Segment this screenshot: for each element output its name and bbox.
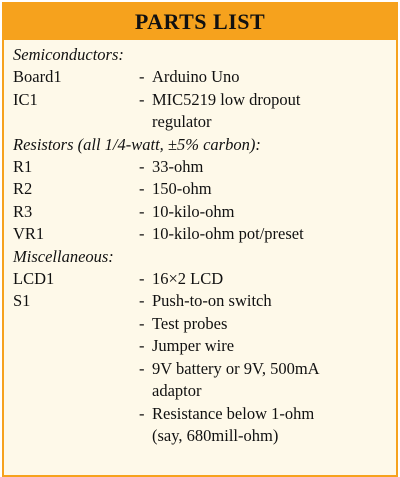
part-ref: R2 — [13, 179, 33, 199]
part-row — [13, 268, 396, 290]
part-ref — [13, 111, 139, 133]
part-ref: IC1 — [13, 89, 38, 109]
part-description: 150-ohm — [152, 179, 212, 199]
part-row — [13, 313, 396, 335]
part-row — [13, 89, 396, 111]
part-description: 9V battery or 9V, 500mA — [152, 358, 320, 378]
dash-separator: - — [139, 67, 145, 87]
part-row — [13, 223, 396, 245]
part-description: Test probes — [152, 313, 228, 333]
part-ref — [13, 313, 139, 335]
part-row — [13, 156, 396, 178]
dash-separator: - — [139, 179, 145, 199]
dash-separator — [139, 425, 152, 447]
part-ref — [13, 335, 139, 357]
part-row — [13, 380, 396, 402]
parts-list-title: PARTS LIST — [4, 4, 396, 40]
dash-separator: - — [139, 201, 145, 221]
part-ref — [13, 358, 139, 380]
part-row — [13, 178, 396, 200]
parts-list-box — [2, 2, 398, 477]
part-description: Arduino Uno — [152, 67, 240, 87]
dash-separator — [139, 380, 152, 402]
part-description: regulator — [152, 112, 212, 132]
part-description: (say, 680mill-ohm) — [152, 425, 279, 445]
dash-separator: - — [139, 358, 145, 378]
part-description: adaptor — [152, 381, 202, 401]
part-ref — [13, 425, 139, 447]
part-description: 16×2 LCD — [152, 269, 224, 289]
part-row — [13, 335, 396, 357]
part-row — [13, 201, 396, 223]
part-description: Push-to-on switch — [152, 291, 272, 311]
part-row — [13, 290, 396, 312]
part-ref: S1 — [13, 291, 31, 311]
part-row — [13, 403, 396, 425]
dash-separator: - — [139, 313, 145, 333]
part-ref: R1 — [13, 157, 33, 177]
part-ref: LCD1 — [13, 269, 55, 289]
part-description: Jumper wire — [152, 336, 235, 356]
part-ref: VR1 — [13, 224, 45, 244]
section-heading: Resistors (all 1/4-watt, ±5% carbon): — [13, 134, 261, 154]
dash-separator: - — [139, 336, 145, 356]
dash-separator: - — [139, 291, 145, 311]
section-heading: Semiconductors: — [13, 45, 124, 64]
part-ref — [13, 403, 139, 425]
part-row — [13, 111, 396, 133]
part-row — [13, 425, 396, 447]
dash-separator: - — [139, 89, 145, 109]
part-description: 10-kilo-ohm — [152, 201, 235, 221]
part-ref: Board1 — [13, 67, 62, 87]
dash-separator: - — [139, 403, 145, 423]
part-ref — [13, 380, 139, 402]
part-description: MIC5219 low dropout — [152, 89, 301, 109]
part-row — [13, 66, 396, 88]
part-ref: R3 — [13, 201, 33, 221]
part-row — [13, 358, 396, 380]
part-description: 10-kilo-ohm pot/preset — [152, 224, 304, 244]
dash-separator: - — [139, 269, 145, 289]
part-description: Resistance below 1-ohm — [152, 403, 315, 423]
section-heading: Miscellaneous: — [13, 246, 114, 266]
parts-list-content — [4, 40, 396, 447]
part-description: 33-ohm — [152, 157, 204, 177]
dash-separator: - — [139, 157, 145, 177]
dash-separator — [139, 111, 152, 133]
dash-separator: - — [139, 224, 145, 244]
